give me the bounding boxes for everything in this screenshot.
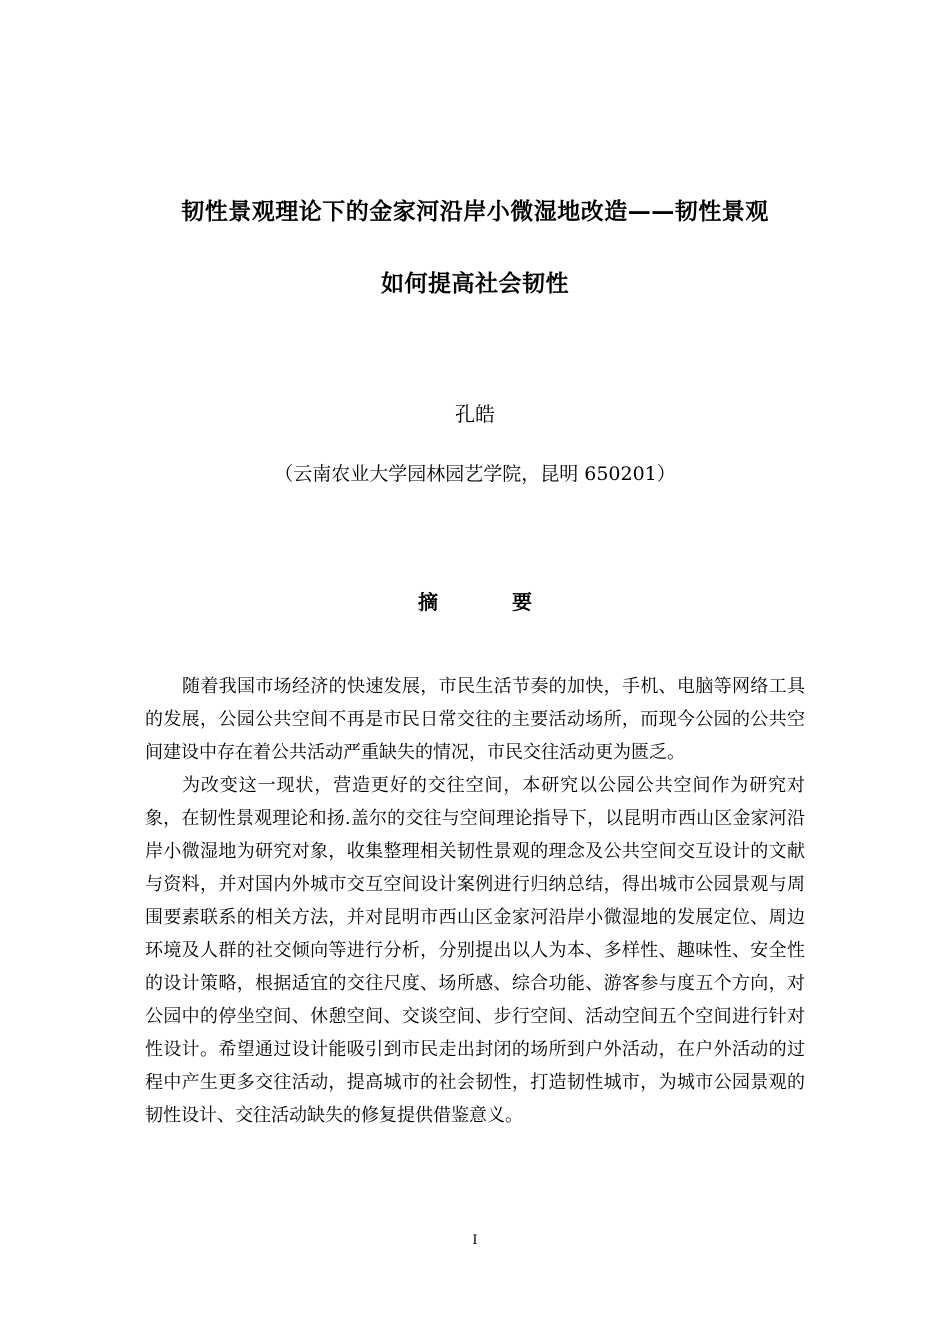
paper-title-line-1: 韧性景观理论下的金家河沿岸小微湿地改造——韧性景观 bbox=[181, 199, 769, 225]
abstract-paragraph-1: 随着我国市场经济的快速发展，市民生活节奏的加快，手机、电脑等网络工具的发展，公园公共空间不再是市民日常交往的主要活动场所，而现今公园的公共空间建设中存在着公共活动严重缺失的情况，市民交往活动更为匮乏。 bbox=[145, 676, 805, 763]
abstract-heading: 摘 要 bbox=[418, 590, 532, 614]
abstract-body bbox=[145, 670, 805, 1132]
paper-title-line-2: 如何提高社会韧性 bbox=[381, 271, 569, 297]
author-name: 孔皓 bbox=[455, 402, 495, 426]
abstract-paragraph-2: 为改变这一现状，营造更好的交往空间，本研究以公园公共空间作为研究对象，在韧性景观理论和扬.盖尔的交往与空间理论指导下，以昆明市西山区金家河沿岸小微湿地为研究对象，收集整理相关韧性景观的理念及公共空间交互设计的文献与资料，并对国内外城市交互空间设计案例进行归纳总结，得出城市公园景观与周围要素联系的相关方法，并对昆明市西山区金家河沿岸小微湿地的发展定位、周边环境及人群的社交倾向等进行分析，分别提出以人为本、多样性、趣味性、安全性的设计策略，根据适宜的交往尺度、场所感、综合功能、游客参与度五个方向，对公园中的停坐空间、休憩空间、交谈空间、步行空间、活动空间五个空间进行针对性设计。希望通过设计能吸引到市民走出封闭的场所到户外活动，在户外活动的过程中产生更多交往活动，提高城市的社会韧性，打造韧性城市，为城市公园景观的韧性设计、交往活动缺失的修复提供借鉴意义。 bbox=[145, 775, 805, 1126]
author-affiliation: （云南农业大学园林园艺学院，昆明 650201） bbox=[274, 463, 676, 485]
page-number: I bbox=[472, 1233, 478, 1248]
